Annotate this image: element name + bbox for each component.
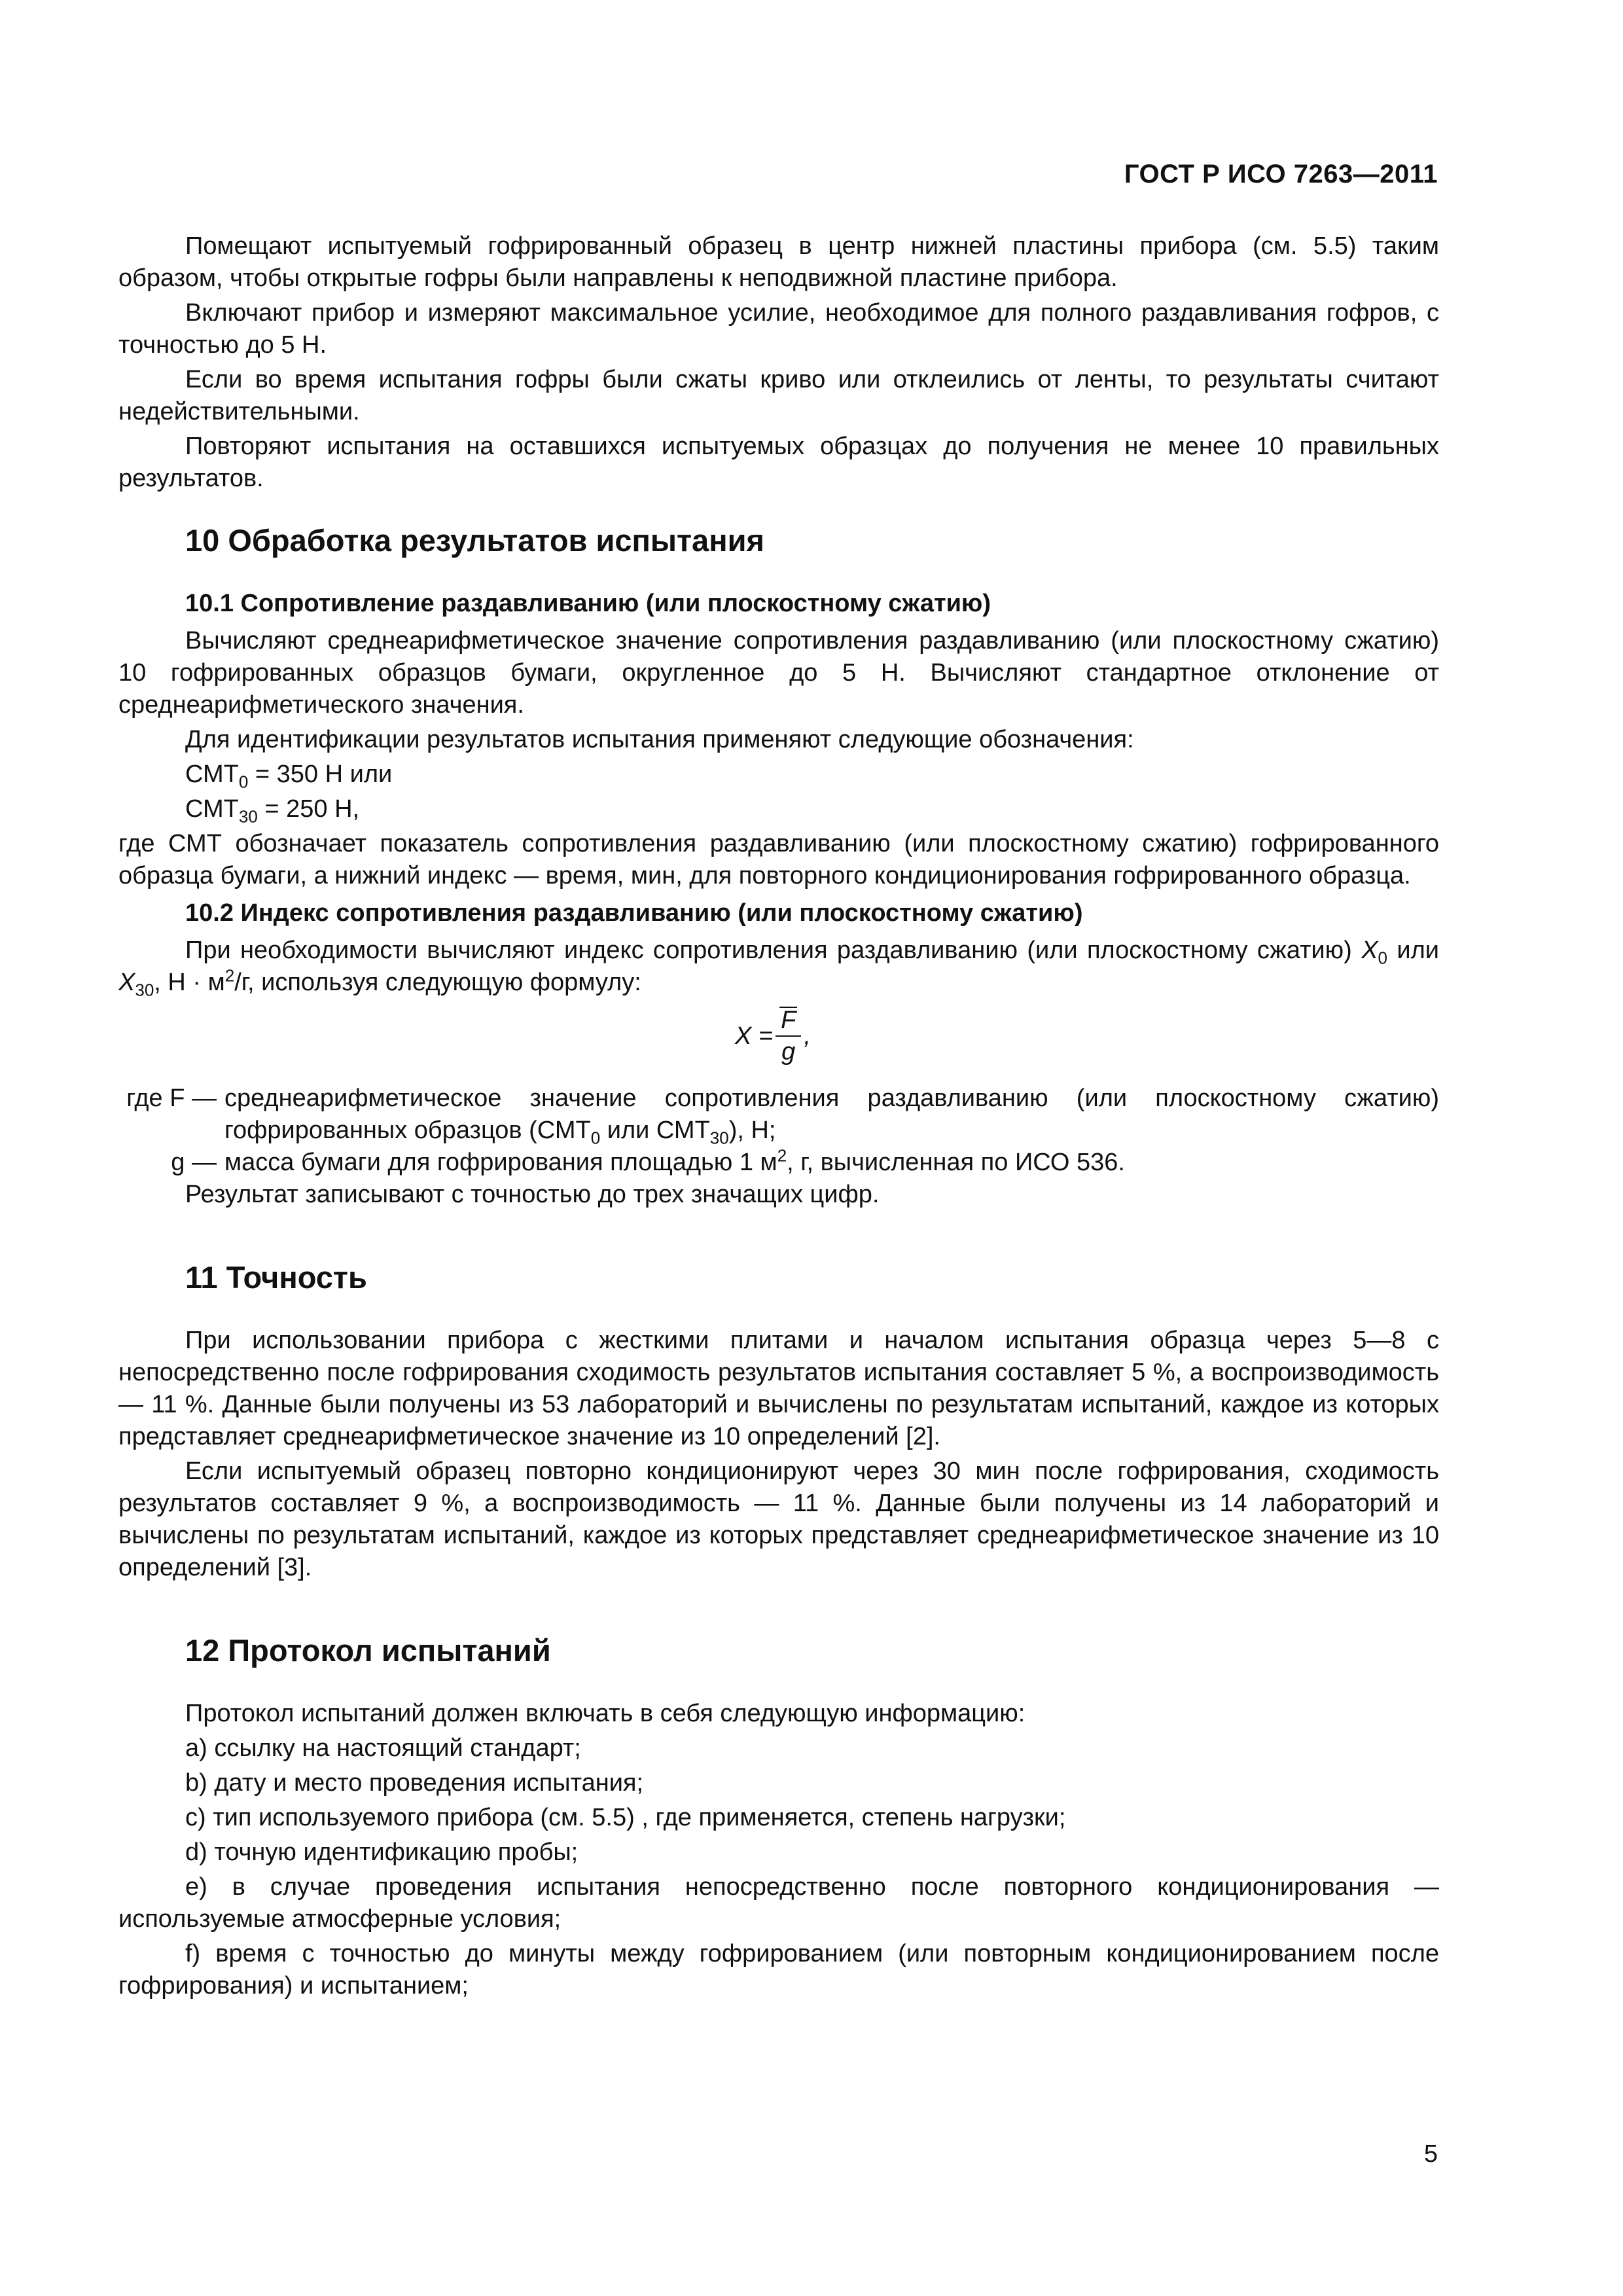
cmt-symbol: СМТ bbox=[185, 761, 239, 788]
cmt-subscript-30: 30 bbox=[709, 1128, 729, 1148]
text-run: При необходимости вычисляют индекс сопротивления раздавливанию (или плоскостному сжатию) bbox=[185, 937, 1362, 964]
formula-definitions bbox=[118, 1083, 1439, 1179]
definition-F-value bbox=[224, 1083, 1439, 1147]
mean-bar bbox=[779, 1007, 797, 1008]
list-item: b) дату и место проведения испытания; bbox=[185, 1769, 644, 1797]
subsection-10-2-paragraph-1 bbox=[118, 935, 1439, 999]
subsection-10-1-paragraph-1: Вычисляют среднеарифметическое значение сопротивления раздавливанию (или плоскостному сжатию) 10 гофрированных образцов бумаги, округленное до 5 Н. Вычисляют стандартное отклонение от среднеарифметического значения. bbox=[118, 627, 1439, 719]
subsection-10-1-heading: 10.1 Сопротивление раздавливанию (или плоскостному сжатию) bbox=[185, 590, 991, 617]
section-11-paragraph-1: При использовании прибора с жесткими плитами и началом испытания образца через 5—8 с непосредственно после гофрирования сходимость результатов испытания составляет 5 %, а воспроизводимость — 11 %. Данные были получены из 53 лабораторий и вычислены по результатам испытаний, каждое из которых представляет среднеарифметическое значение из 10 определений [2]. bbox=[118, 1327, 1439, 1450]
intro-paragraph-3: Если во время испытания гофры были сжаты криво или отклеились от ленты, то результаты считают недействительными. bbox=[118, 366, 1439, 425]
text-run: среднеарифметическое значение сопротивления раздавливанию (или плоскостному сжатию) гофрированных образцов (СМТ bbox=[224, 1085, 1439, 1144]
formula-tail: , bbox=[804, 1022, 811, 1050]
cmt-subscript-0: 0 bbox=[590, 1128, 601, 1148]
formula-fraction bbox=[776, 1005, 801, 1067]
text-run: /г, используя следующую формулу: bbox=[234, 969, 641, 996]
numerator-symbol: F bbox=[781, 1007, 796, 1034]
formula-lhs: X = bbox=[735, 1022, 774, 1050]
index-formula bbox=[735, 1005, 811, 1067]
intro-paragraph-2: Включают прибор и измеряют максимальное усилие, необходимое для полного раздавливания гофров, с точностью до 5 Н. bbox=[118, 299, 1439, 359]
text-run: масса бумаги для гофрирования площадью 1 м bbox=[224, 1149, 777, 1176]
document-code-header: ГОСТ Р ИСО 7263—2011 bbox=[1124, 160, 1438, 188]
definition-F-key: где F — bbox=[126, 1085, 217, 1112]
text-run: , Н · м bbox=[154, 969, 225, 996]
subsection-10-2-heading: 10.2 Индекс сопротивления раздавливанию (или плоскостному сжатию) bbox=[185, 899, 1083, 927]
text-run: или СМТ bbox=[600, 1117, 710, 1144]
x-subscript-30: 30 bbox=[135, 980, 154, 1000]
formula-denominator: g bbox=[781, 1038, 796, 1066]
list-item: a) ссылку на настоящий стандарт; bbox=[185, 1734, 581, 1762]
page-number: 5 bbox=[1423, 2140, 1438, 2168]
intro-paragraph-4: Повторяют испытания на оставшихся испытуемых образцах до получения не менее 10 правильных результатов. bbox=[118, 433, 1439, 492]
section-11-heading: 11 Точность bbox=[185, 1260, 367, 1295]
x-symbol: X bbox=[118, 969, 135, 996]
superscript-2: 2 bbox=[224, 965, 235, 986]
definition-g-key: g — bbox=[171, 1149, 217, 1176]
cmt-symbol: СМТ bbox=[185, 795, 239, 823]
section-12-heading: 12 Протокол испытаний bbox=[185, 1633, 551, 1668]
superscript-2: 2 bbox=[777, 1145, 787, 1166]
section-12-intro: Протокол испытаний должен включать в себя следующую информацию: bbox=[185, 1700, 1026, 1727]
intro-paragraph-1: Помещают испытуемый гофрированный образец в центр нижней пластины прибора (см. 5.5) таким образом, чтобы открытые гофры были направлены к неподвижной пластине прибора. bbox=[118, 232, 1439, 292]
list-item: e) в случае проведения испытания непосредственно после повторного кондиционирования — используемые атмосферные условия; bbox=[118, 1873, 1439, 1933]
cmt-subscript-30: 30 bbox=[238, 806, 258, 827]
subsection-10-1-paragraph-2: Для идентификации результатов испытания применяют следующие обозначения: bbox=[185, 726, 1134, 753]
text-run: ), Н; bbox=[728, 1117, 776, 1144]
cmt-subscript-0: 0 bbox=[238, 772, 249, 792]
definition-g-value bbox=[224, 1147, 1439, 1179]
section-10-heading: 10 Обработка результатов испытания bbox=[185, 523, 764, 558]
list-item: c) тип используемого прибора (см. 5.5) , где применяется, степень нагрузки; bbox=[185, 1804, 1066, 1831]
text-run: , г, вычисленная по ИСО 536. bbox=[787, 1149, 1125, 1176]
text-run: или bbox=[1387, 937, 1439, 964]
x-symbol: X bbox=[1361, 937, 1378, 964]
subsection-10-1-paragraph-3: где СМТ обозначает показатель сопротивления раздавливанию (или плоскостному сжатию) гофрированного образца бумаги, а нижний индекс — время, мин, для повторного кондиционирования гофрированного образца. bbox=[118, 830, 1439, 889]
page-content bbox=[118, 230, 1439, 2005]
subsection-10-2-paragraph-2: Результат записывают с точностью до трех значащих цифр. bbox=[185, 1181, 880, 1208]
list-item: d) точную идентификацию пробы; bbox=[185, 1839, 579, 1866]
formula-numerator bbox=[776, 1005, 801, 1037]
list-item: f) время с точностью до минуты между гофрированием (или повторным кондиционированием после гофрирования) и испытанием; bbox=[118, 1940, 1439, 2000]
definition-g bbox=[118, 1147, 1439, 1179]
formula-block bbox=[118, 1001, 1439, 1083]
definition-F bbox=[118, 1083, 1439, 1147]
cmt0-equation bbox=[118, 759, 1439, 791]
x-subscript-0: 0 bbox=[1378, 948, 1388, 968]
section-11-paragraph-2: Если испытуемый образец повторно кондиционируют через 30 мин после гофрирования, сходимость результатов составляет 9 %, а воспроизводимость — 11 %. Данные были получены из 14 лабораторий и вычислены по результатам испытаний, каждое из которых представляет среднеарифметическое значение из 10 определений [3]. bbox=[118, 1458, 1439, 1581]
cmt30-value: = 250 Н, bbox=[257, 795, 360, 823]
cmt0-value: = 350 Н или bbox=[248, 761, 393, 788]
cmt30-equation bbox=[118, 793, 1439, 825]
